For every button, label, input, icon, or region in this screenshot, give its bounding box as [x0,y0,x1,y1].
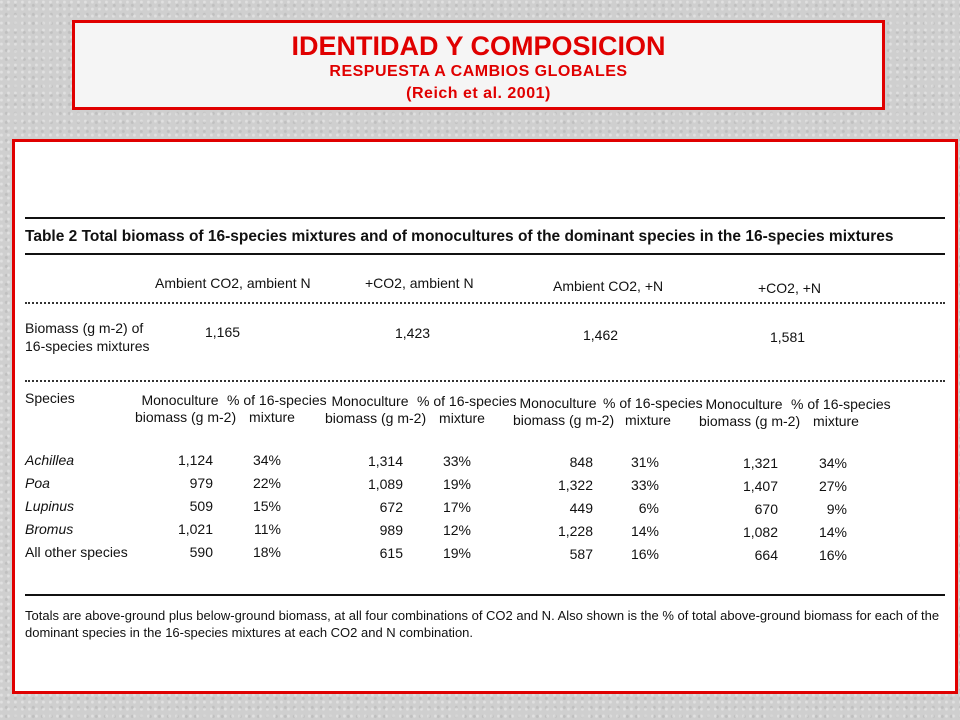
slide-subtitle: RESPUESTA A CAMBIOS GLOBALES [329,63,628,80]
monoculture-value: 1,228 [557,523,593,539]
monoculture-value: 672 [379,499,403,515]
col-header-pct-1: % of 16-species mixture [227,392,327,425]
monoculture-value: 1,314 [367,453,403,469]
monoculture-value: 848 [569,454,593,470]
percent-value: 22% [252,475,281,491]
monoculture-value: 1,407 [742,478,778,494]
monoculture-value: 664 [754,547,778,563]
monoculture-value: 979 [189,475,213,491]
treatment-1: Ambient CO2, ambient N [155,275,311,291]
species-name: Poa [25,475,50,491]
percent-value: 18% [252,544,281,560]
table-footnote: Totals are above-ground plus below-ground biomass, at all four combinations of CO2 and N. Also shown is the % of total above-ground biomass for each of the dominant species in the 16-species mixtures at each CO2 and N combination. [25,608,940,640]
percent-value: 34% [252,452,281,468]
percent-value: 15% [252,498,281,514]
bottom-rule [25,594,945,596]
monoculture-value: 1,082 [742,524,778,540]
species-header: Species [25,390,75,406]
biomass-value-2: 1,423 [395,325,431,341]
col-header-mono-4: Monoculture biomass (g m-2) [699,396,801,429]
col-header-mono-2: Monoculture biomass (g m-2) [325,393,427,426]
col-header-pct-3: % of 16-species mixture [603,395,703,428]
treatment-2: +CO2, ambient N [365,275,474,291]
monoculture-value: 989 [379,522,403,538]
percent-value: 14% [630,523,659,539]
slide-citation: (Reich et al. 2001) [406,85,551,102]
col-header-mono-1: Monoculture biomass (g m-2) [135,392,237,425]
percent-value: 33% [442,453,471,469]
percent-value: 16% [818,547,847,563]
monoculture-value: 1,322 [557,477,593,493]
biomass-value-1: 1,165 [205,324,241,340]
percent-value: 34% [818,455,847,471]
percent-value: 33% [630,477,659,493]
monoculture-value: 1,321 [742,455,778,471]
percent-value: 16% [630,546,659,562]
species-name: All other species [25,544,128,560]
monoculture-value: 1,089 [367,476,403,492]
monoculture-value: 1,021 [177,521,213,537]
dotted-rule-1 [25,302,945,304]
title-box [72,20,885,110]
treatment-4: +CO2, +N [758,280,822,296]
treatment-3: Ambient CO2, +N [553,278,664,294]
col-header-pct-2: % of 16-species mixture [417,393,517,426]
biomass-value-3: 1,462 [583,327,619,343]
monoculture-value: 449 [569,500,593,516]
biomass-label-2: 16-species mixtures [25,338,150,354]
species-name: Lupinus [25,498,75,514]
monoculture-value: 670 [754,501,778,517]
species-name: Achillea [25,452,75,468]
percent-value: 9% [826,501,847,517]
percent-value: 31% [630,454,659,470]
percent-value: 14% [818,524,847,540]
col-header-pct-4: % of 16-species mixture [791,396,891,429]
percent-value: 17% [442,499,471,515]
percent-value: 19% [442,476,471,492]
top-rule [25,217,945,219]
monoculture-value: 590 [189,544,213,560]
slide-title: IDENTIDAD Y COMPOSICION [291,31,666,61]
percent-value: 11% [254,521,281,537]
monoculture-value: 509 [189,498,213,514]
col-header-mono-3: Monoculture biomass (g m-2) [513,395,615,428]
biomass-label-1: Biomass (g m-2) of [25,320,144,336]
table-caption: Table 2 Total biomass of 16-species mixtures and of monocultures of the dominant species in the 16-species mixtures [25,228,894,245]
table-document [12,139,958,694]
monoculture-value: 1,124 [177,452,213,468]
monoculture-value: 587 [569,546,593,562]
biomass-value-4: 1,581 [770,329,806,345]
percent-value: 6% [638,500,659,516]
dotted-rule-2 [25,380,945,382]
percent-value: 27% [818,478,847,494]
species-name: Bromus [25,521,74,537]
caption-rule [25,253,945,255]
percent-value: 12% [442,522,471,538]
percent-value: 19% [442,545,471,561]
monoculture-value: 615 [379,545,403,561]
